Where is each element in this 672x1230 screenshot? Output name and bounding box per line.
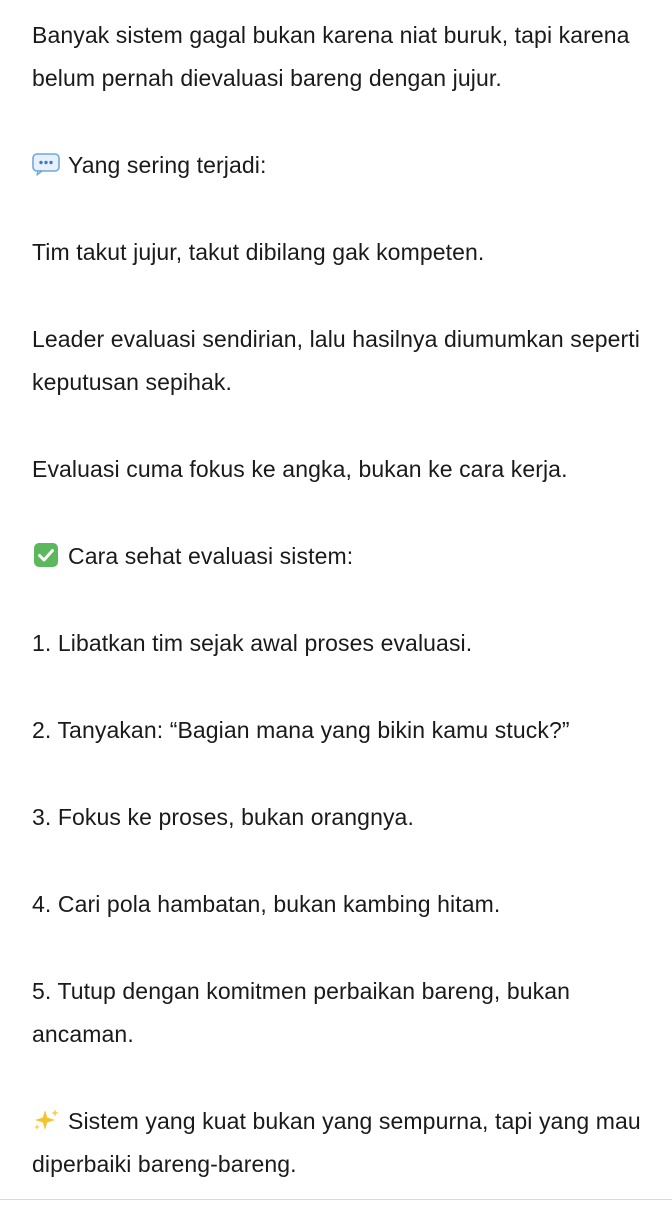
step-item: 5. Tutup dengan komitmen perbaikan bareng, bukan ancaman.	[32, 978, 570, 1047]
step-item: 1. Libatkan tim sejak awal proses evaluasi.	[32, 630, 473, 656]
closing-paragraph	[32, 1100, 652, 1186]
problems-heading	[32, 144, 652, 187]
problem-item: Evaluasi cuma fokus ke angka, bukan ke cara kerja.	[32, 456, 568, 482]
intro-paragraph: Banyak sistem gagal bukan karena niat buruk, tapi karena belum pernah dievaluasi bareng dengan jujur.	[32, 22, 630, 91]
solutions-heading-text: Cara sehat evaluasi sistem:	[68, 543, 354, 569]
step-item: 3. Fokus ke proses, bukan orangnya.	[32, 804, 414, 830]
solutions-heading	[32, 535, 652, 578]
step-item: 4. Cari pola hambatan, bukan kambing hitam.	[32, 891, 501, 917]
closing-text: Sistem yang kuat bukan yang sempurna, tapi yang mau diperbaiki bareng-bareng.	[32, 1108, 641, 1177]
problem-item: Leader evaluasi sendirian, lalu hasilnya diumumkan seperti keputusan sepihak.	[32, 326, 640, 395]
step-item: 2. Tanyakan: “Bagian mana yang bikin kamu stuck?”	[32, 717, 570, 743]
problem-item: Tim takut jujur, takut dibilang gak kompeten.	[32, 239, 485, 265]
speech-bubble-icon	[32, 152, 60, 176]
post-content	[32, 14, 652, 1230]
check-mark-icon	[32, 543, 60, 567]
sparkles-icon	[32, 1108, 60, 1132]
problems-heading-text: Yang sering terjadi:	[68, 152, 267, 178]
